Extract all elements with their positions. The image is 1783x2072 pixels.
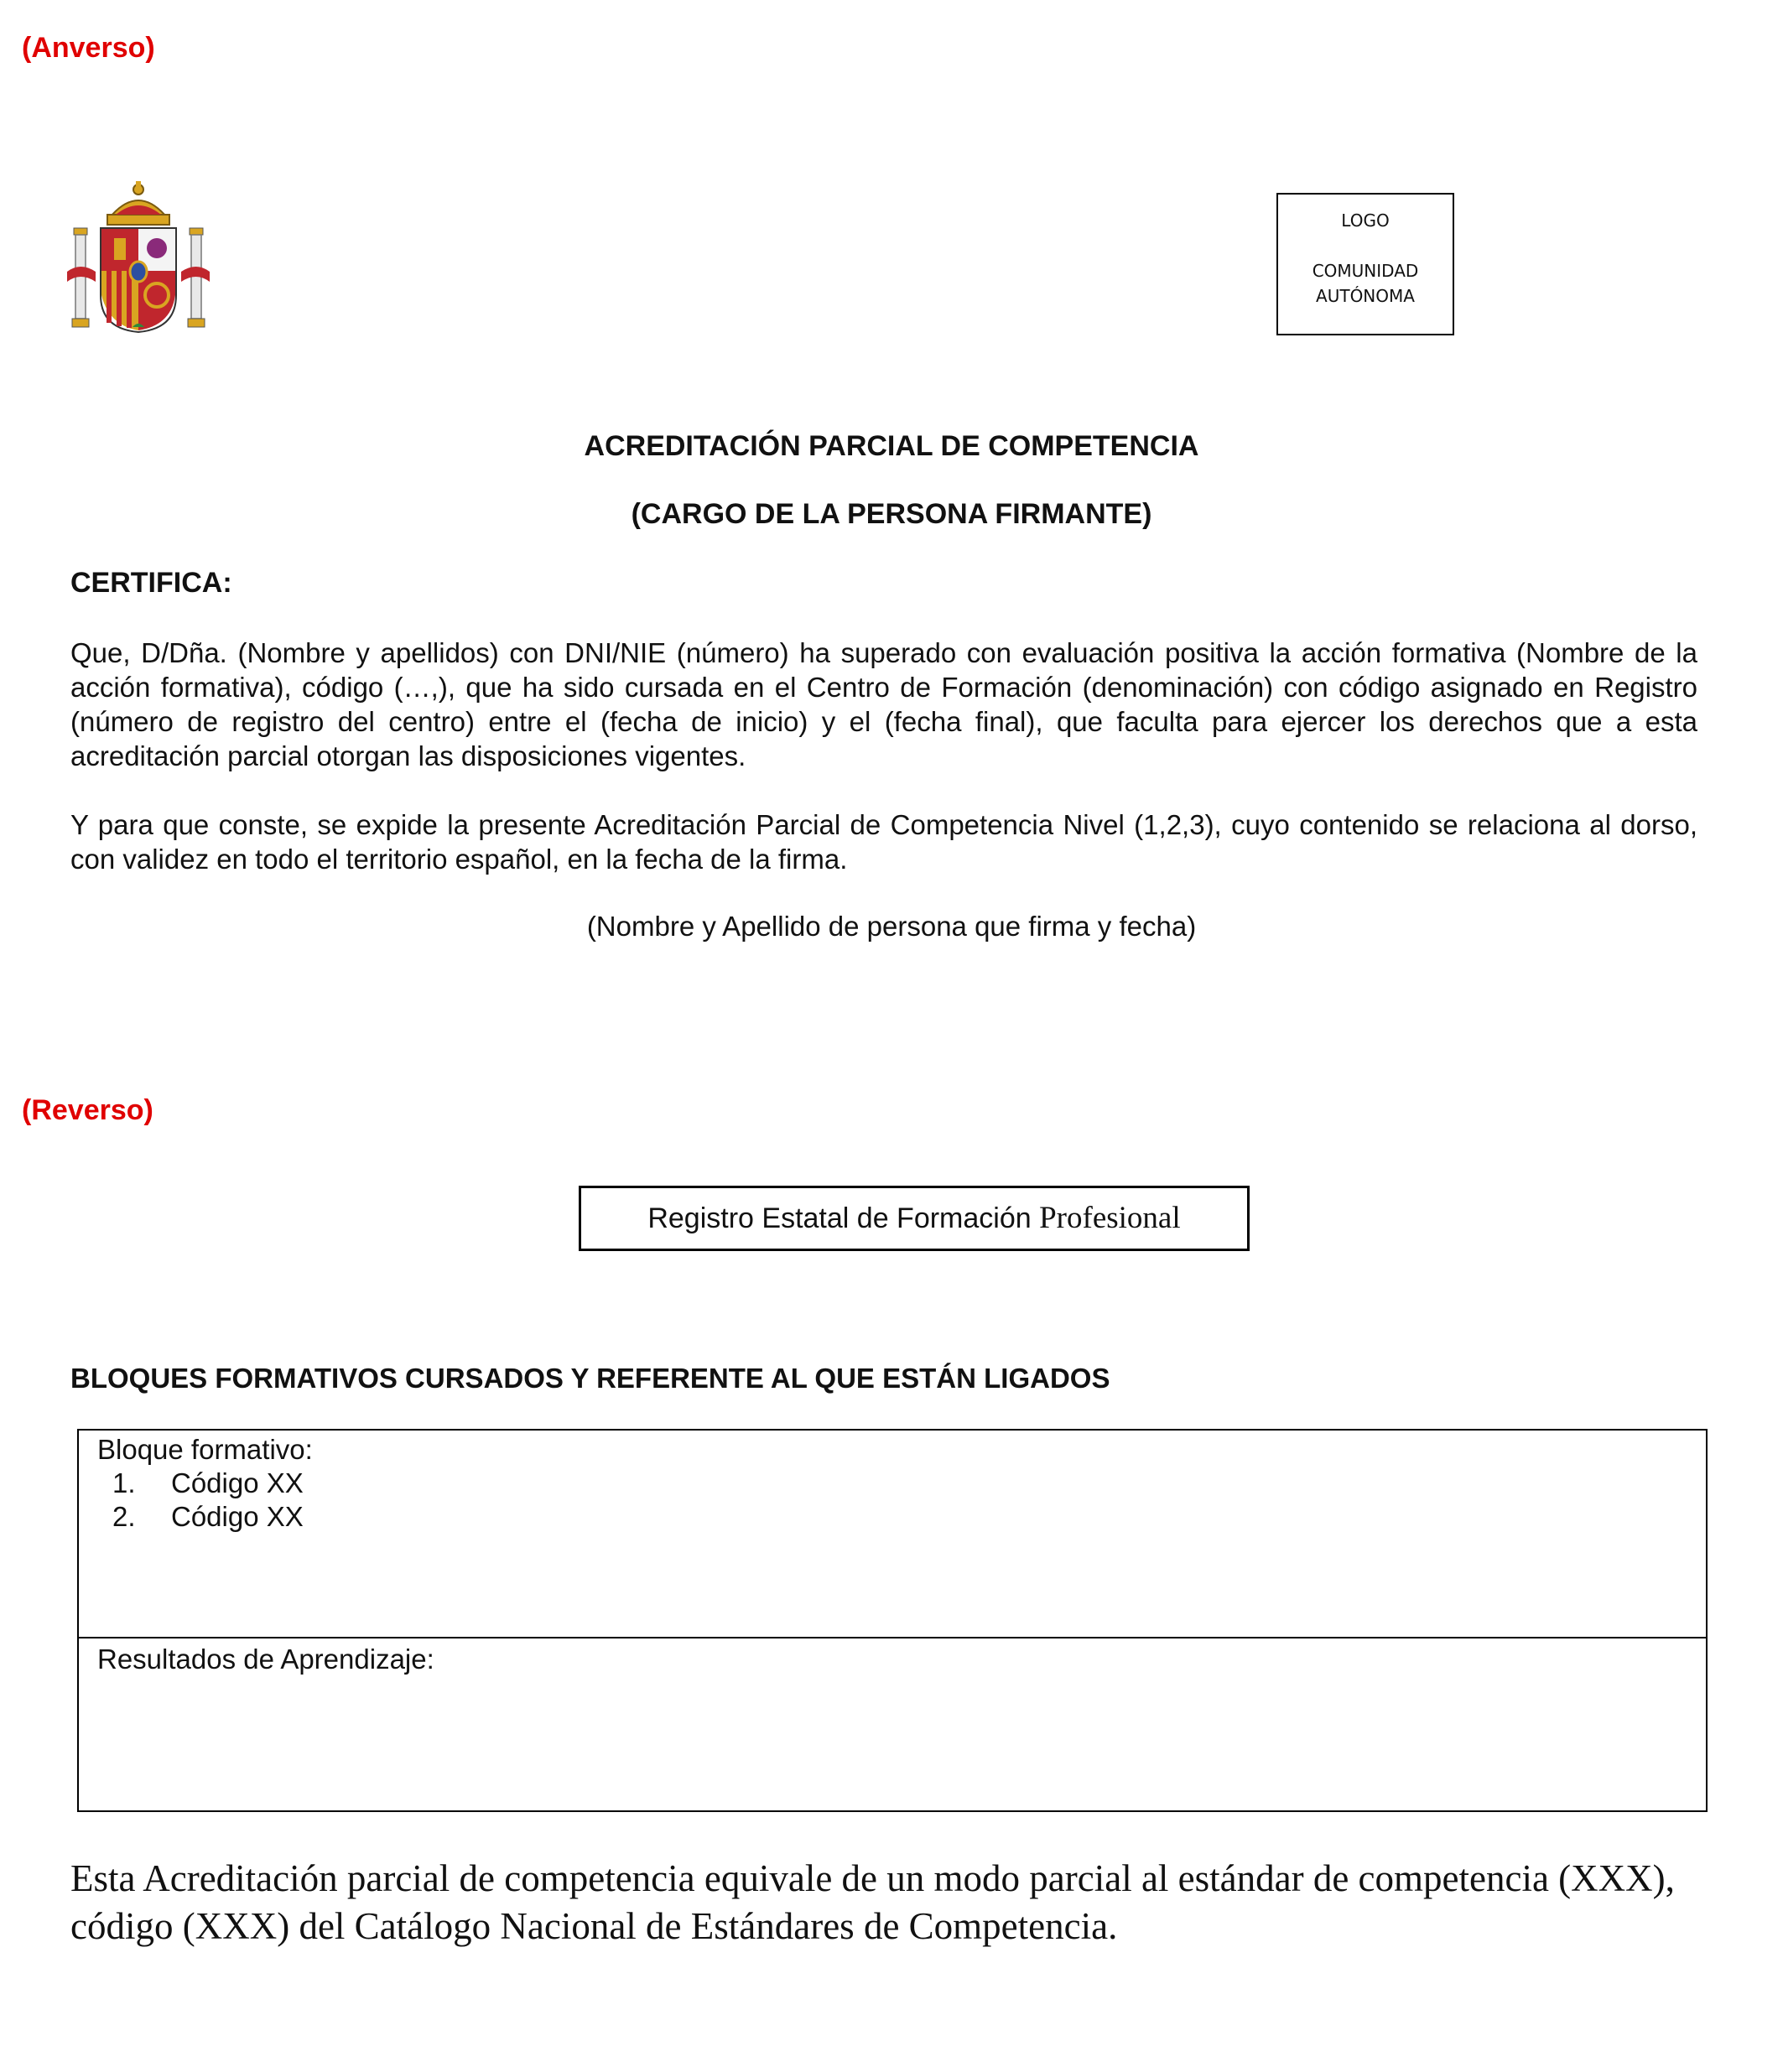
spain-coat-of-arms-icon (67, 178, 210, 337)
front-side-label: (Anverso) (22, 32, 155, 64)
training-block-label: Bloque formativo: (97, 1434, 313, 1465)
registry-box (579, 1186, 1250, 1251)
list-item-number: 2. (112, 1501, 136, 1532)
list-item-number: 1. (112, 1467, 136, 1498)
signature-line: (Nombre y Apellido de persona que firma y fecha) (586, 911, 1197, 942)
registry-box-text-tail: Profesional (1039, 1201, 1181, 1235)
training-block-row (79, 1431, 1706, 1638)
certifica-heading: CERTIFICA: (70, 567, 232, 599)
list-item-text: Código XX (171, 1467, 304, 1498)
learning-outcomes-label: Resultados de Aprendizaje: (97, 1644, 434, 1675)
region-logo-placeholder (1276, 193, 1454, 335)
list-item (112, 1467, 304, 1499)
document-subtitle: (CARGO DE LA PERSONA FIRMANTE) (631, 498, 1152, 530)
certification-paragraph: Que, D/Dña. (Nombre y apellidos) con DNI/NIE (número) ha superado con evaluación positiva la acción formativa (Nombre de la acción formativa), código (…,), que ha sido cursada en el Centro de Formación (denominación) con código asignado en Registro (número de registro del centro) entre el (fecha de inicio) y el (fecha final), que faculta para ejercer los derechos que a esta acreditación parcial otorgan las disposiciones vigentes. (70, 637, 1697, 771)
training-blocks-table (77, 1429, 1708, 1812)
list-item-text: Código XX (171, 1501, 304, 1532)
training-blocks-heading: BLOQUES FORMATIVOS CURSADOS Y REFERENTE AL QUE ESTÁN LIGADOS (70, 1363, 1110, 1394)
logo-text: LOGO (1341, 210, 1390, 231)
logo-community-text: COMUNIDAD (1312, 261, 1419, 281)
shield-icon (101, 228, 176, 332)
document-title: ACREDITACIÓN PARCIAL DE COMPETENCIA (584, 430, 1199, 462)
equivalence-statement: Esta Acreditación parcial de competencia equivale de un modo parcial al estándar de competencia (XXX), código (XXX) del Catálogo Nacional de Estándares de Competencia. (70, 1857, 1675, 1947)
registry-box-text: Registro Estatal de Formación (647, 1202, 1032, 1234)
issuance-paragraph: Y para que conste, se expide la presente Acreditación Parcial de Competencia Nivel (1,2,3), cuyo contenido se relaciona al dorso, con validez en todo el territorio español, en la fecha de la firma. (70, 809, 1697, 875)
list-item (112, 1501, 304, 1533)
logo-autonomous-text: AUTÓNOMA (1316, 286, 1415, 306)
crown-icon (107, 181, 169, 225)
back-side-label: (Reverso) (22, 1094, 153, 1126)
